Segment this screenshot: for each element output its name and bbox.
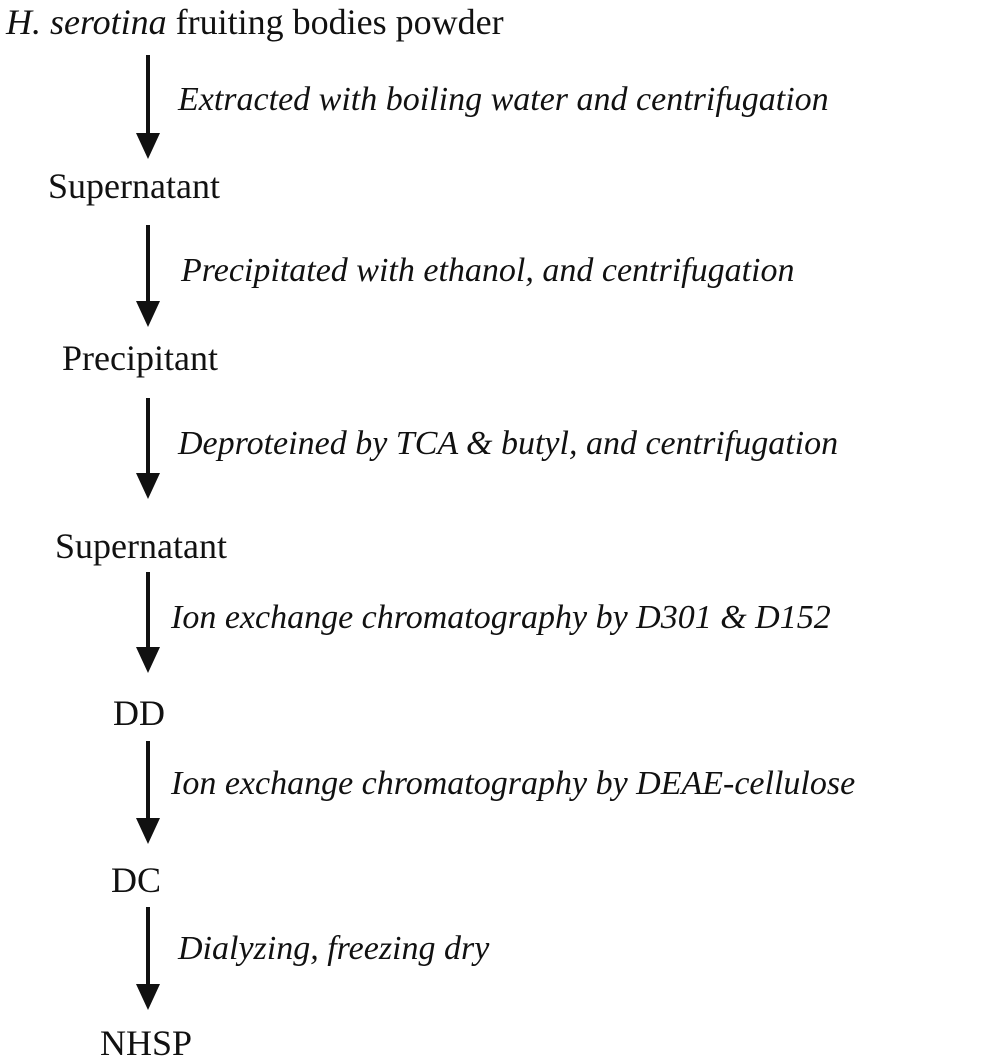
step-label-precipitation: Precipitated with ethanol, and centrifugation xyxy=(181,252,795,289)
flow-arrow xyxy=(133,572,163,674)
node-precipitant: Precipitant xyxy=(62,338,218,378)
node-supernatant-2: Supernatant xyxy=(55,526,227,566)
step-label-extraction: Extracted with boiling water and centrifugation xyxy=(178,81,829,118)
step-label-ion-exchange-deae: Ion exchange chromatography by DEAE-cellulose xyxy=(171,765,856,802)
step-label-dialyzing: Dialyzing, freezing dry xyxy=(178,930,490,967)
flow-arrow xyxy=(133,225,163,328)
step-label-deproteinization: Deproteined by TCA & butyl, and centrifugation xyxy=(178,425,839,462)
flow-arrow xyxy=(133,398,163,500)
flow-arrow xyxy=(133,741,163,845)
start-node-label: fruiting bodies powder xyxy=(166,2,504,42)
start-node xyxy=(6,4,504,40)
flow-arrow xyxy=(133,55,163,160)
node-supernatant-1: Supernatant xyxy=(48,166,220,206)
flow-arrow xyxy=(133,907,163,1011)
node-dd: DD xyxy=(113,693,165,733)
node-nhsp: NHSP xyxy=(100,1023,193,1063)
step-label-ion-exchange-d301: Ion exchange chromatography by D301 & D152 xyxy=(171,599,831,636)
species-name: H. serotina xyxy=(6,2,167,42)
node-dc: DC xyxy=(111,860,162,900)
